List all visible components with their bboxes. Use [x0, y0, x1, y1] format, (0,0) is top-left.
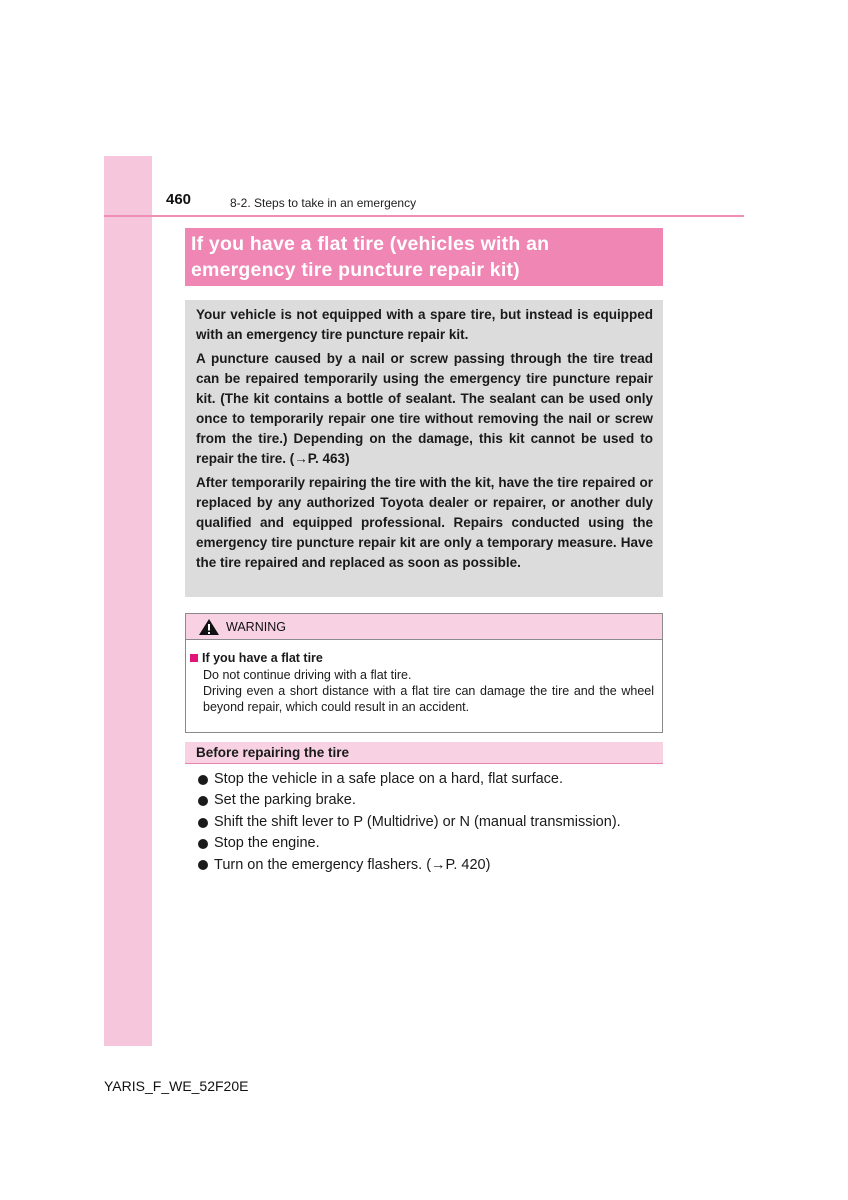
- warning-subheading-text: If you have a flat tire: [202, 651, 323, 665]
- title-line-2: emergency tire puncture repair kit): [191, 259, 520, 281]
- list-item: [198, 855, 621, 876]
- warning-body: [186, 640, 662, 715]
- page-number: 460: [166, 191, 192, 208]
- title-line-1: If you have a flat tire (vehicles with an: [191, 233, 550, 255]
- warning-line: Do not continue driving with a flat tire.: [203, 668, 412, 682]
- warning-subheading: [190, 651, 654, 665]
- warning-line: Driving even a short distance with a flat tire can damage the tire and the wheel beyond repair, which could result in an accident.: [203, 684, 654, 714]
- list-item-text: Set the parking brake.: [214, 792, 356, 809]
- list-item-text: Stop the engine.: [214, 835, 320, 852]
- bullet-dot-icon: [198, 860, 208, 870]
- subsection-heading: Before repairing the tire: [185, 742, 663, 764]
- intro-paragraph: A puncture caused by a nail or screw passing through the tire tread can be repaired temporarily using the emergency tire puncture repair kit. (The kit contains a bottle of sealant. The sealant can be used only once to temporarily repair one tire without removing the nail or screw from the tire.) Depending on the damage, this kit cannot be used to repair the tire. (→P. 463): [196, 351, 653, 466]
- page-title: [185, 228, 663, 286]
- intro-box: [185, 300, 663, 597]
- intro-paragraph: Your vehicle is not equipped with a spare tire, but instead is equipped with an emergency tire puncture repair kit.: [196, 307, 653, 342]
- bullet-dot-icon: [198, 839, 208, 849]
- warning-label: WARNING: [226, 619, 286, 634]
- bullet-dot-icon: [198, 796, 208, 806]
- steps-list: [198, 769, 621, 876]
- warning-triangle-icon: [198, 618, 220, 636]
- list-item: [198, 769, 621, 790]
- list-item: [198, 812, 621, 833]
- warning-box: [185, 613, 663, 733]
- warning-text: [203, 667, 654, 715]
- list-item-text: Turn on the emergency flashers. (→P. 420): [214, 856, 491, 873]
- list-item-text: Shift the shift lever to P (Multidrive) or N (manual transmission).: [214, 813, 621, 830]
- bullet-dot-icon: [198, 775, 208, 785]
- list-item: [198, 833, 621, 854]
- document-code: YARIS_F_WE_52F20E: [104, 1078, 249, 1094]
- list-item-text: Stop the vehicle in a safe place on a hard, flat surface.: [214, 771, 564, 787]
- bullet-dot-icon: [198, 818, 208, 828]
- intro-paragraph: After temporarily repairing the tire with the kit, have the tire repaired or replaced by any authorized Toyota dealer or repairer, or another duly qualified and equipped professional. Repairs conducted using the emergency tire puncture repair kit are only a temporary measure. Have the tire repaired and replaced as soon as possible.: [196, 475, 653, 570]
- side-tab-band: [104, 156, 152, 1046]
- warning-header: [186, 614, 662, 640]
- section-heading: 8-2. Steps to take in an emergency: [230, 196, 417, 210]
- square-bullet-icon: [190, 654, 198, 662]
- header-rule: [104, 215, 744, 217]
- list-item: [198, 790, 621, 811]
